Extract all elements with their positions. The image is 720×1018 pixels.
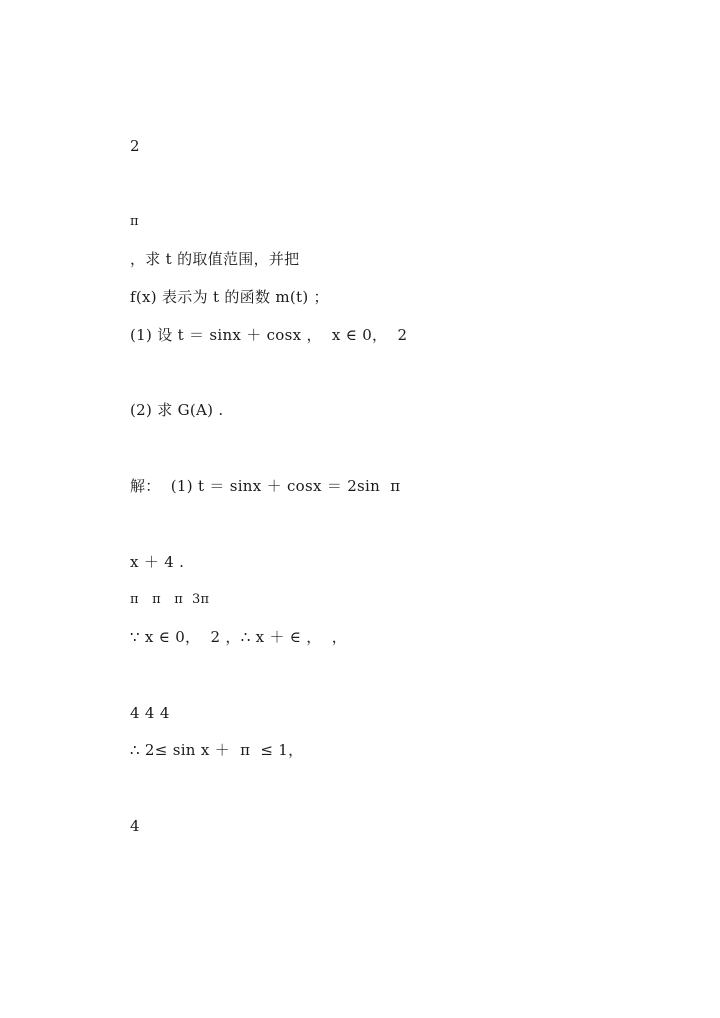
text-line-5: (1) 设 t ＝ sinx ＋ cosx ， x ∈ 0， 2 — [130, 326, 408, 344]
text-line-8: x ＋ 4 . — [130, 553, 185, 571]
text-line-11: 4 4 4 — [130, 704, 170, 722]
text-line-10: ∵ x ∈ 0， 2 ，∴ x ＋ ∈ ， ， — [130, 628, 348, 646]
text-line-1: 2 — [130, 137, 140, 155]
text-line-12: ∴ 2≤ sin x ＋ π ≤ 1， — [130, 741, 304, 759]
text-line-9: π π π 3π — [130, 592, 210, 607]
text-line-2: π — [130, 214, 139, 229]
text-line-13: 4 — [130, 817, 140, 835]
text-line-7: 解： (1) t ＝ sinx ＋ cosx ＝ 2sin π — [130, 477, 401, 495]
text-line-4: f(x) 表示为 t 的函数 m(t) ； — [130, 288, 329, 306]
text-line-6: (2) 求 G(A) . — [130, 401, 224, 419]
text-line-3: ，求 t 的取值范围，并把 — [130, 250, 300, 268]
